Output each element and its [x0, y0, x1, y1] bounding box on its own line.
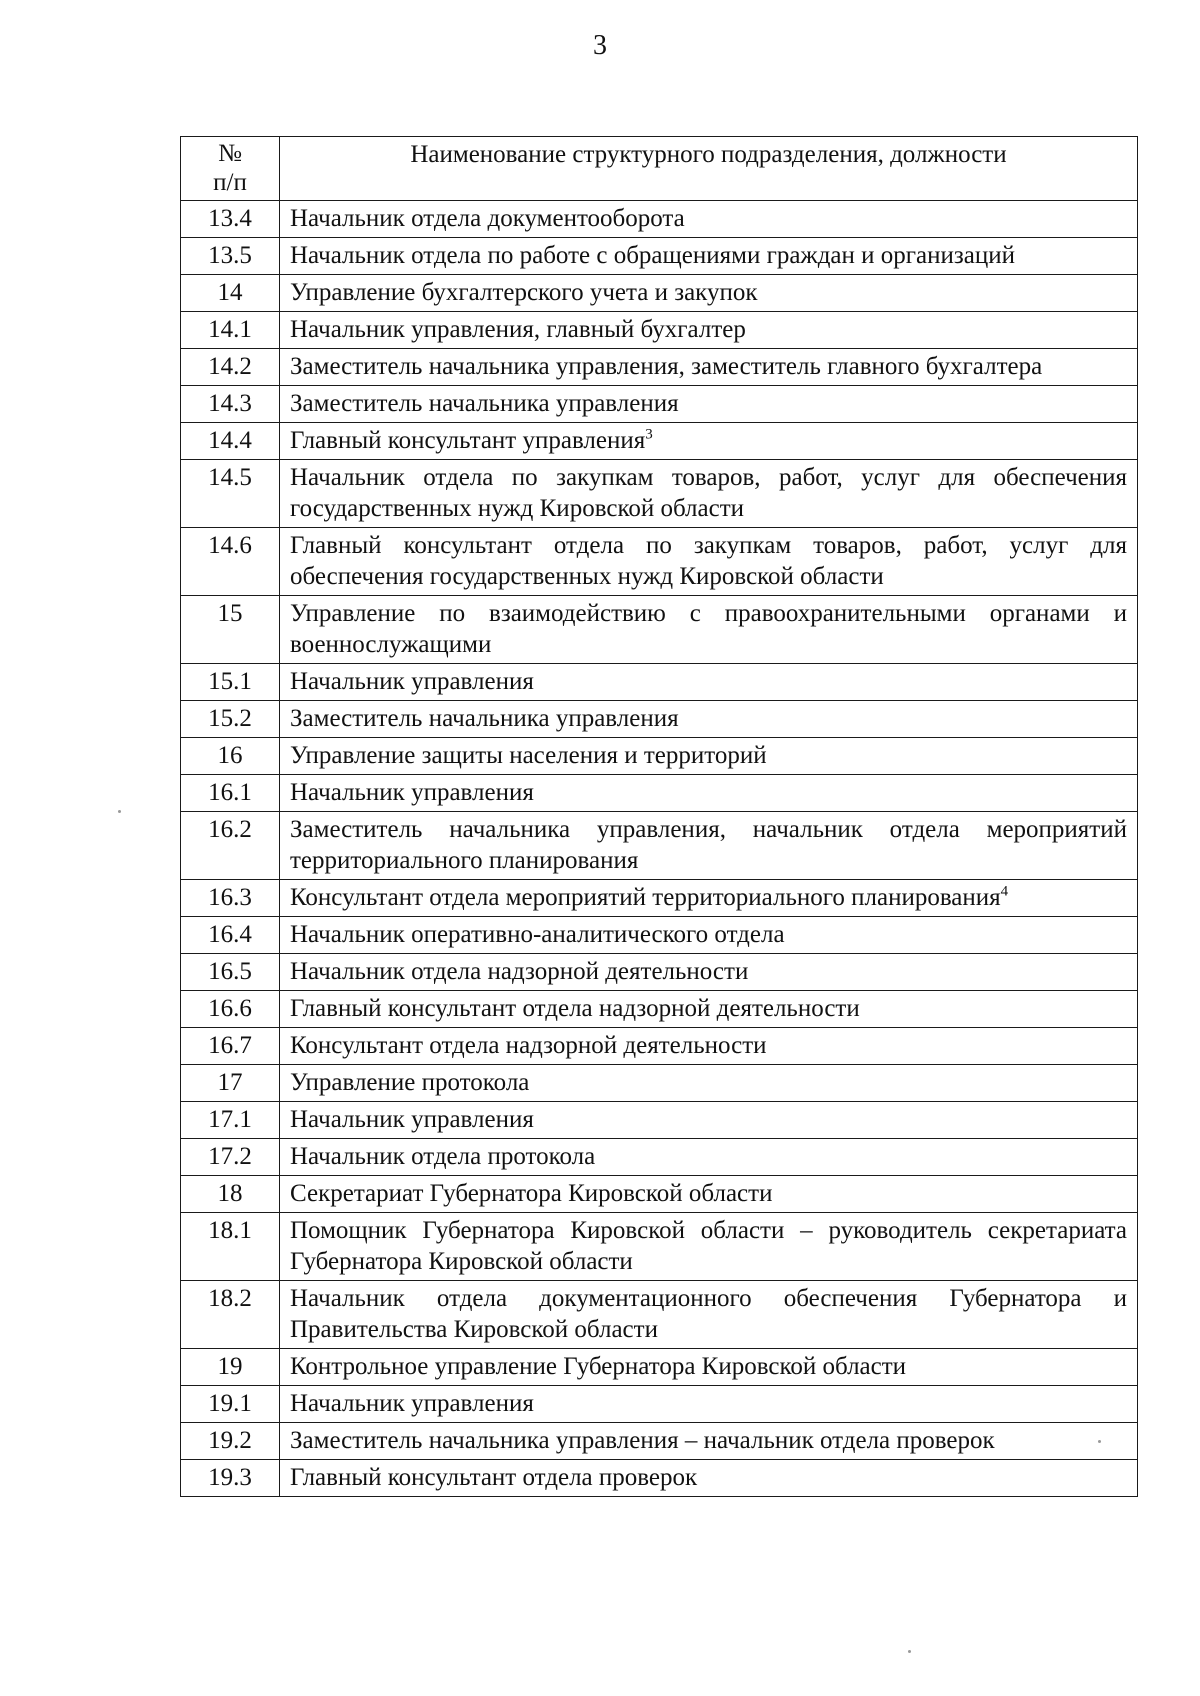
row-position-name: [280, 880, 1138, 917]
table-row: [181, 701, 1138, 738]
position-name-text: Помощник Губернатора Кировской области – руководитель секретариата Губернатора Кировской области: [290, 1217, 1127, 1275]
table-row: [181, 386, 1138, 423]
row-number: 16.1: [181, 775, 280, 812]
table-row: [181, 812, 1138, 880]
row-number: 16.6: [181, 991, 280, 1028]
position-name-text: Начальник отдела по закупкам товаров, работ, услуг для обеспечения государственных нужд Кировской области: [290, 464, 1127, 522]
position-name-text: Начальник управления, главный бухгалтер: [290, 316, 746, 343]
row-number: 14.6: [181, 528, 280, 596]
row-number: 14: [181, 275, 280, 312]
position-name-text: Начальник отдела протокола: [290, 1143, 596, 1170]
row-number: 14.1: [181, 312, 280, 349]
position-name-text: Заместитель начальника управления: [290, 390, 679, 417]
row-position-name: [280, 738, 1138, 775]
row-position-name: [280, 238, 1138, 275]
row-number: 16.4: [181, 917, 280, 954]
table-row: [181, 1176, 1138, 1213]
position-name-text: Заместитель начальника управления, заместитель главного бухгалтера: [290, 353, 1043, 380]
footnote-marker: 3: [645, 426, 653, 443]
row-position-name: [280, 991, 1138, 1028]
table-row: [181, 917, 1138, 954]
row-number: 18.1: [181, 1213, 280, 1281]
table-row: [181, 1065, 1138, 1102]
position-name-text: Управление бухгалтерского учета и закупок: [290, 279, 758, 306]
row-number: 19: [181, 1349, 280, 1386]
position-name-text: Управление по взаимодействию с правоохранительными органами и военнослужащими: [290, 600, 1127, 658]
row-position-name: [280, 275, 1138, 312]
row-position-name: [280, 1349, 1138, 1386]
row-position-name: [280, 312, 1138, 349]
scan-speck: [1098, 1440, 1101, 1443]
row-position-name: [280, 596, 1138, 664]
row-position-name: [280, 917, 1138, 954]
position-name-text: Консультант отдела надзорной деятельности: [290, 1032, 767, 1059]
row-number: 15.2: [181, 701, 280, 738]
table-body: [181, 201, 1138, 1497]
header-name-cell: Наименование структурного подразделения, должности: [280, 137, 1138, 201]
row-number: 16: [181, 738, 280, 775]
table-row: [181, 528, 1138, 596]
row-position-name: [280, 664, 1138, 701]
table-row: [181, 460, 1138, 528]
row-position-name: [280, 1176, 1138, 1213]
row-position-name: [280, 1213, 1138, 1281]
row-number: 18: [181, 1176, 280, 1213]
table-row: [181, 1139, 1138, 1176]
position-name-text: Управление протокола: [290, 1069, 530, 1096]
table-row: [181, 1386, 1138, 1423]
row-position-name: [280, 423, 1138, 460]
row-position-name: [280, 1423, 1138, 1460]
position-name-text: Главный консультант управления: [290, 427, 646, 454]
row-position-name: [280, 460, 1138, 528]
header-number-symbol: №: [218, 140, 242, 167]
position-name-text: Главный консультант отдела проверок: [290, 1464, 698, 1491]
position-name-text: Начальник управления: [290, 668, 534, 695]
position-name-text: Контрольное управление Губернатора Кировской области: [290, 1353, 907, 1380]
table-row: [181, 991, 1138, 1028]
position-name-text: Начальник управления: [290, 1106, 534, 1133]
table-row: [181, 954, 1138, 991]
table-row: [181, 738, 1138, 775]
row-position-name: [280, 201, 1138, 238]
table-row: [181, 1028, 1138, 1065]
row-number: 19.3: [181, 1460, 280, 1497]
row-position-name: [280, 1386, 1138, 1423]
row-position-name: [280, 1139, 1138, 1176]
position-name-text: Заместитель начальника управления, начальник отдела мероприятий территориального планирования: [290, 816, 1127, 874]
position-name-text: Начальник отдела документооборота: [290, 205, 685, 232]
table-row: [181, 423, 1138, 460]
table-row: [181, 1213, 1138, 1281]
footnote-marker: 4: [1000, 883, 1009, 900]
position-name-text: Начальник управления: [290, 1390, 534, 1417]
table-row: [181, 201, 1138, 238]
table-row: [181, 1102, 1138, 1139]
row-number: 16.3: [181, 880, 280, 917]
scan-speck: [908, 1650, 911, 1653]
header-number-abbrev: п/п: [213, 169, 247, 196]
row-number: 14.4: [181, 423, 280, 460]
row-number: 14.2: [181, 349, 280, 386]
row-number: 16.7: [181, 1028, 280, 1065]
row-number: 14.5: [181, 460, 280, 528]
position-name-text: Главный консультант отдела надзорной деятельности: [290, 995, 860, 1022]
position-name-text: Секретариат Губернатора Кировской области: [290, 1180, 773, 1207]
row-number: 19.2: [181, 1423, 280, 1460]
row-number: 19.1: [181, 1386, 280, 1423]
position-name-text: Начальник оперативно-аналитического отдела: [290, 921, 785, 948]
row-number: 17.1: [181, 1102, 280, 1139]
table-row: [181, 1423, 1138, 1460]
row-position-name: [280, 1065, 1138, 1102]
row-number: 17.2: [181, 1139, 280, 1176]
row-number: 13.5: [181, 238, 280, 275]
table-row: [181, 1349, 1138, 1386]
row-number: 18.2: [181, 1281, 280, 1349]
position-name-text: Начальник отдела надзорной деятельности: [290, 958, 749, 985]
staff-positions-table: [180, 136, 1138, 1497]
row-position-name: [280, 701, 1138, 738]
row-position-name: [280, 528, 1138, 596]
row-position-name: [280, 386, 1138, 423]
position-name-text: Начальник управления: [290, 779, 534, 806]
row-position-name: [280, 812, 1138, 880]
position-name-text: Управление защиты населения и территорий: [290, 742, 767, 769]
position-name-text: Главный консультант отдела по закупкам товаров, работ, услуг для обеспечения государственных нужд Кировской области: [290, 532, 1127, 590]
row-number: 16.2: [181, 812, 280, 880]
table-row: [181, 275, 1138, 312]
scan-speck: [118, 810, 121, 813]
row-number: 13.4: [181, 201, 280, 238]
row-position-name: [280, 775, 1138, 812]
position-name-text: Заместитель начальника управления: [290, 705, 679, 732]
position-name-text: Начальник отдела документационного обеспечения Губернатора и Правительства Кировской области: [290, 1285, 1127, 1343]
row-position-name: [280, 1102, 1138, 1139]
table-row: [181, 1460, 1138, 1497]
position-name-text: Начальник отдела по работе с обращениями граждан и организаций: [290, 242, 1015, 269]
row-number: 14.3: [181, 386, 280, 423]
table-header-row: [181, 137, 1138, 201]
page-number: 3: [593, 30, 607, 61]
table-row: [181, 1281, 1138, 1349]
table-row: [181, 312, 1138, 349]
row-position-name: [280, 954, 1138, 991]
row-number: 15: [181, 596, 280, 664]
table-row: [181, 596, 1138, 664]
row-position-name: [280, 1460, 1138, 1497]
row-number: 15.1: [181, 664, 280, 701]
row-number: 16.5: [181, 954, 280, 991]
table-row: [181, 238, 1138, 275]
table-row: [181, 664, 1138, 701]
table-row: [181, 349, 1138, 386]
row-position-name: [280, 1028, 1138, 1065]
position-name-text: Консультант отдела мероприятий территориального планирования: [290, 884, 1001, 911]
row-position-name: [280, 1281, 1138, 1349]
table-row: [181, 880, 1138, 917]
row-number: 17: [181, 1065, 280, 1102]
header-number-cell: [181, 137, 280, 201]
position-name-text: Заместитель начальника управления – начальник отдела проверок: [290, 1427, 995, 1454]
table-row: [181, 775, 1138, 812]
row-position-name: [280, 349, 1138, 386]
